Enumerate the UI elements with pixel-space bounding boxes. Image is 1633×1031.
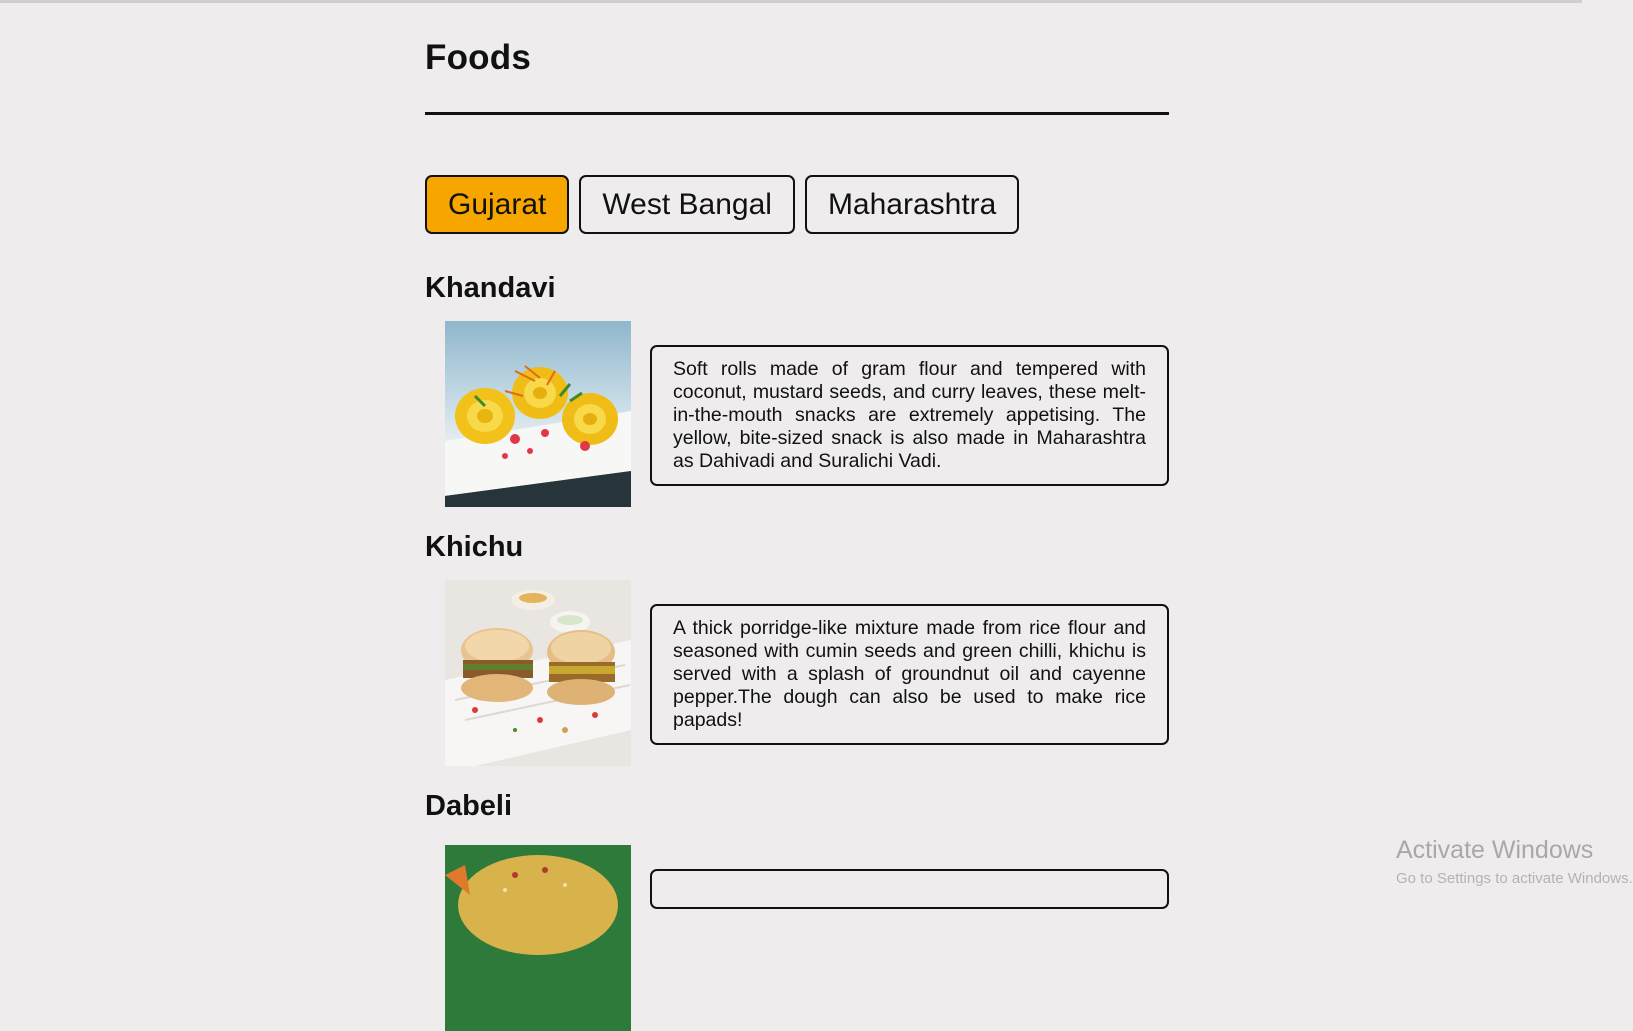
region-tabs	[425, 175, 1019, 234]
khichu-photo	[445, 580, 631, 766]
tab-west-bangal[interactable]: West Bangal	[579, 175, 795, 234]
food-name: Khandavi	[425, 272, 556, 304]
food-name: Khichu	[425, 531, 524, 563]
tab-maharashtra[interactable]: Maharashtra	[805, 175, 1019, 234]
title-divider	[425, 112, 1169, 115]
dabeli-image	[445, 845, 631, 1031]
dabeli-photo	[445, 845, 631, 1031]
activate-windows-watermark: Activate Windows	[1396, 836, 1594, 864]
khandavi-image	[445, 321, 631, 507]
food-description: A thick porridge-like mixture made from rice flour and seasoned with cumin seeds and green chilli, khichu is served with a splash of groundnut oil and cayenne pepper.The dough can also be used to make rice papads!	[650, 604, 1169, 745]
food-description: Soft rolls made of gram flour and tempered with coconut, mustard seeds, and curry leaves, these melt-in-the-mouth snacks are extremely appetising. The yellow, bite-sized snack is also made in Maharashtra as Dahivadi and Suralichi Vadi.	[650, 345, 1169, 486]
page-title: Foods	[425, 38, 531, 77]
food-name: Dabeli	[425, 790, 513, 822]
window-top-border	[0, 0, 1582, 3]
tab-gujarat[interactable]: Gujarat	[425, 175, 569, 234]
khandavi-photo	[445, 321, 631, 507]
food-description	[650, 869, 1169, 909]
khichu-image	[445, 580, 631, 766]
activate-windows-subtext: Go to Settings to activate Windows.	[1396, 870, 1633, 887]
